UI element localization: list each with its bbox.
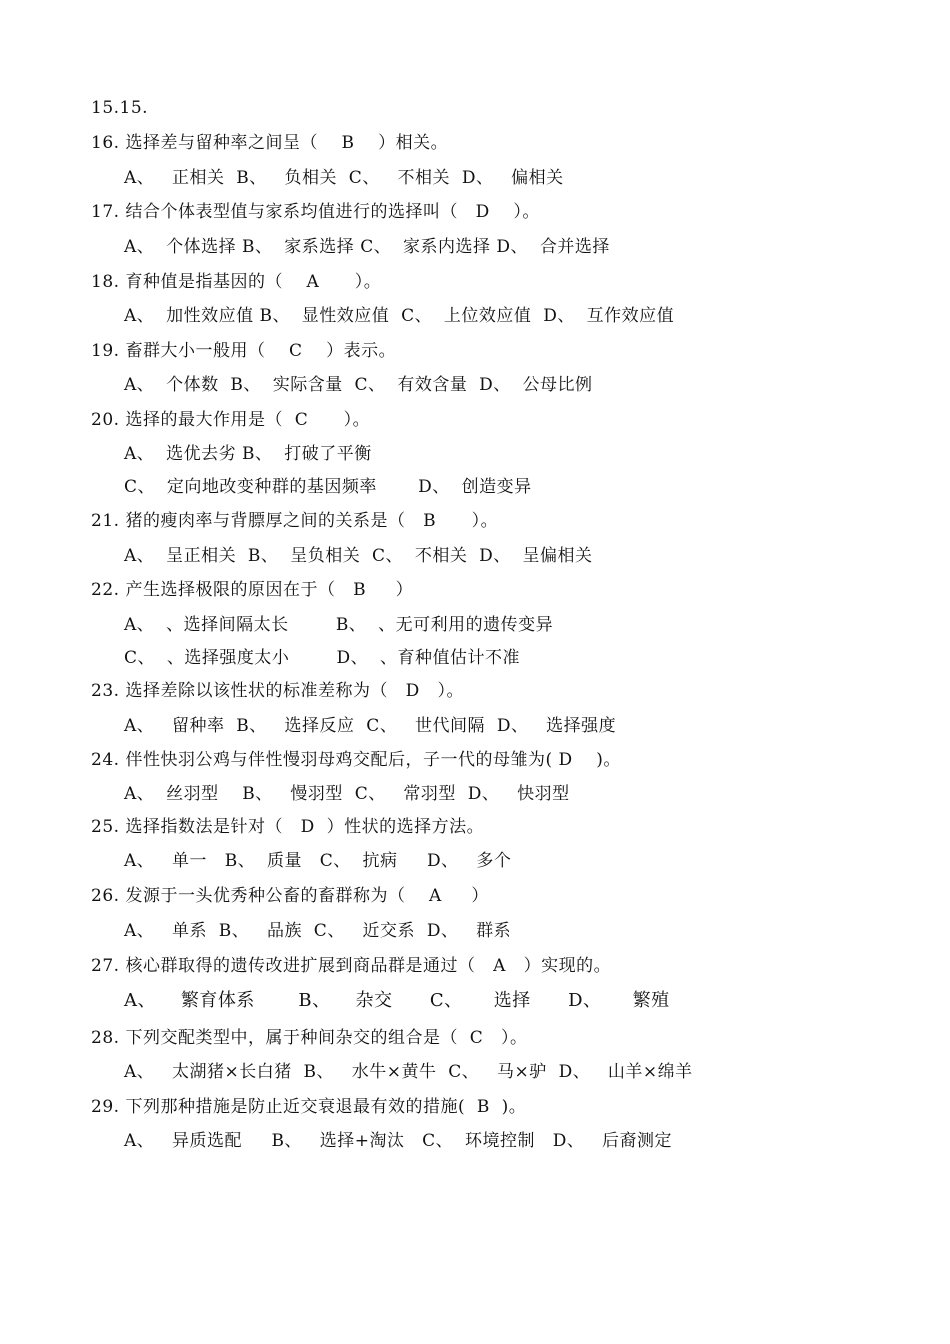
options-20b: C、 定向地改变种群的基因频率 D、 创造变异 [124, 477, 532, 497]
options-25: A、 单一 B、 质量 C、 抗病 D、 多个 [124, 851, 512, 871]
options-24: A、 丝羽型 B、 慢羽型 C、 常羽型 D、 快羽型 [124, 784, 570, 804]
options-27: A、 繁育体系 B、 杂交 C、 选择 D、 繁殖 [124, 990, 670, 1011]
question-23: 23. 选择差除以该性状的标准差称为（ D ）。 [91, 681, 464, 701]
options-16: A、 正相关 B、 负相关 C、 不相关 D、 偏相关 [124, 168, 564, 188]
question-16: 16. 选择差与留种率之间呈（ B ）相关。 [91, 133, 449, 153]
question-18: 18. 育种值是指基因的（ A ）。 [91, 272, 382, 292]
question-29: 29. 下列那种措施是防止近交衰退最有效的措施( B )。 [91, 1097, 527, 1117]
options-22a: A、 、选择间隔太长 B、 、无可利用的遗传变异 [124, 615, 554, 635]
question-17: 17. 结合个体表型值与家系均值进行的选择叫（ D ）。 [91, 202, 540, 222]
options-19: A、 个体数 B、 实际含量 C、 有效含量 D、 公母比例 [124, 375, 593, 395]
question-27: 27. 核心群取得的遗传改进扩展到商品群是通过（ A ）实现的。 [91, 956, 612, 976]
options-21: A、 呈正相关 B、 呈负相关 C、 不相关 D、 呈偏相关 [124, 546, 593, 566]
question-20: 20. 选择的最大作用是（ C ）。 [91, 410, 371, 430]
question-15: 15.15. [91, 98, 149, 118]
options-17: A、 个体选择 B、 家系选择 C、 家系内选择 D、 合并选择 [124, 237, 610, 257]
question-25: 25. 选择指数法是针对（ D ）性状的选择方法。 [91, 817, 485, 837]
question-19: 19. 畜群大小一般用（ C ）表示。 [91, 341, 397, 361]
question-26: 26. 发源于一头优秀种公畜的畜群称为（ A ） [91, 886, 489, 906]
options-29: A、 异质选配 B、 选择+淘汰 C、 环境控制 D、 后裔测定 [124, 1131, 673, 1151]
question-22: 22. 产生选择极限的原因在于（ B ） [91, 580, 414, 600]
question-21: 21. 猪的瘦肉率与背膘厚之间的关系是（ B ）。 [91, 511, 499, 531]
options-23: A、 留种率 B、 选择反应 C、 世代间隔 D、 选择强度 [124, 716, 617, 736]
question-24: 24. 伴性快羽公鸡与伴性慢羽母鸡交配后，子一代的母雏为( D )。 [91, 750, 621, 770]
question-28: 28. 下列交配类型中，属于种间杂交的组合是（ C ）。 [91, 1028, 528, 1048]
options-18: A、 加性效应值 B、 显性效应值 C、 上位效应值 D、 互作效应值 [124, 306, 675, 326]
options-22b: C、 、选择强度太小 D、 、育种值估计不准 [124, 648, 520, 668]
options-26: A、 单系 B、 品族 C、 近交系 D、 群系 [124, 921, 512, 941]
options-20a: A、 选优去劣 B、 打破了平衡 [124, 444, 372, 464]
options-28: A、 太湖猪×长白猪 B、 水牛×黄牛 C、 马×驴 D、 山羊×绵羊 [124, 1062, 693, 1082]
